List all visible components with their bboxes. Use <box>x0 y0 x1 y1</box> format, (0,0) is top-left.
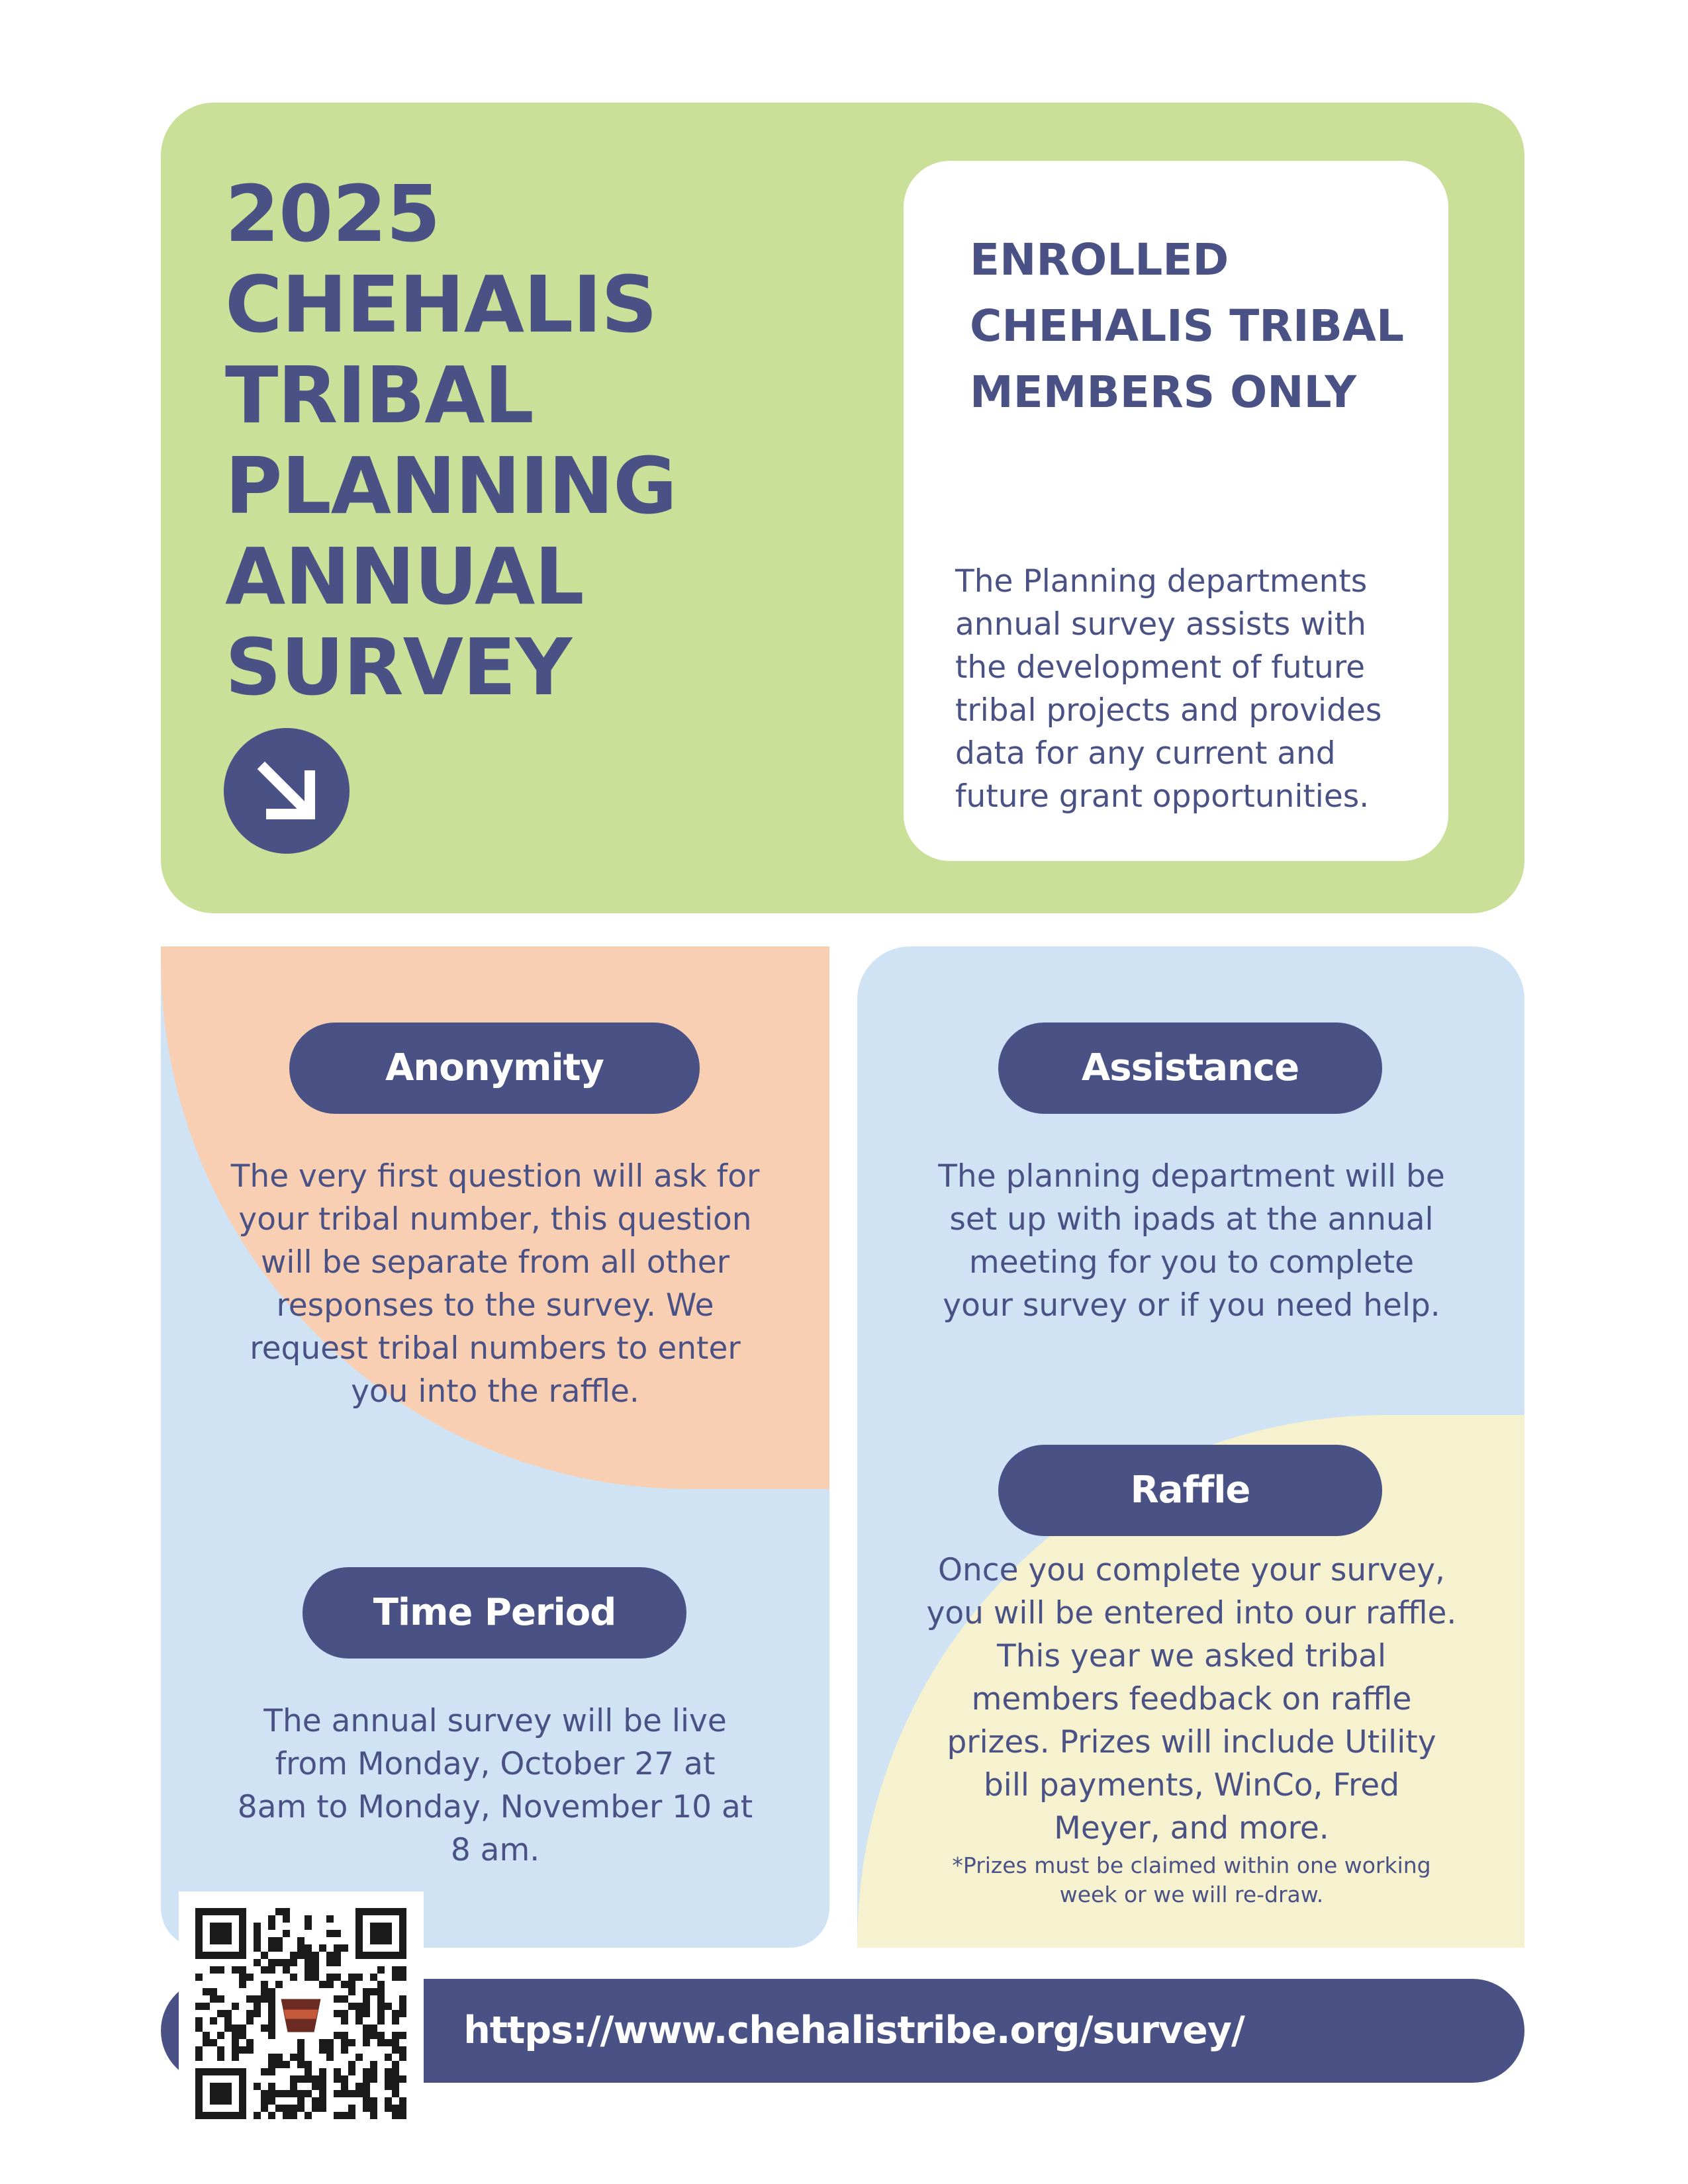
intro-line: annual survey assists with <box>955 606 1366 643</box>
text-line: your survey or if you need help. <box>943 1287 1440 1324</box>
assistance-text <box>897 1155 1486 1327</box>
text-line: 8 am. <box>450 1832 540 1868</box>
text-line: members feedback on raffle <box>971 1681 1412 1717</box>
text-line: request tribal numbers to enter <box>250 1330 741 1367</box>
text-line: The annual survey will be live <box>263 1703 727 1739</box>
text-line: This year we asked tribal <box>996 1638 1387 1674</box>
eligibility-heading <box>970 227 1420 426</box>
title-line: TRIBAL <box>225 349 534 441</box>
text-line: you into the raffle. <box>351 1373 639 1410</box>
raffle-footnote <box>890 1851 1493 1909</box>
title-line: SURVEY <box>225 621 572 713</box>
title-line: ANNUAL <box>225 531 584 622</box>
text-line: meeting for you to complete <box>968 1244 1415 1281</box>
assistance-heading: Assistance <box>998 1023 1382 1114</box>
text-line: 8am to Monday, November 10 at <box>237 1789 753 1825</box>
text-line: responses to the survey. We <box>276 1287 714 1324</box>
text-line: bill payments, WinCo, Fred <box>983 1767 1400 1803</box>
text-line: Once you complete your survey, <box>938 1552 1445 1588</box>
survey-link[interactable]: https://www.chehalistribe.org/survey/ <box>463 2009 1244 2052</box>
text-line: your tribal number, this question <box>238 1201 752 1238</box>
intro-line: future grant opportunities. <box>955 778 1370 815</box>
intro-line: The Planning departments <box>955 563 1368 600</box>
note-line: week or we will re-draw. <box>1059 1882 1324 1907</box>
intro-line: data for any current and <box>955 735 1336 772</box>
title-line: 2025 <box>225 168 440 259</box>
raffle-heading: Raffle <box>998 1445 1382 1536</box>
text-line: set up with ipads at the annual <box>949 1201 1434 1238</box>
eligibility-line: CHEHALIS TRIBAL <box>970 300 1405 351</box>
text-line: prizes. Prizes will include Utility <box>947 1724 1436 1760</box>
text-line: you will be entered into our raffle. <box>926 1595 1457 1631</box>
text-line: will be separate from all other <box>260 1244 730 1281</box>
raffle-text <box>890 1549 1493 1850</box>
anonymity-text <box>207 1155 783 1413</box>
time-period-heading: Time Period <box>303 1567 686 1659</box>
text-line: from Monday, October 27 at <box>275 1746 716 1782</box>
title-line: CHEHALIS <box>225 259 657 350</box>
text-line: Meyer, and more. <box>1054 1810 1329 1846</box>
intro-paragraph <box>955 560 1419 818</box>
text-line: The very first question will ask for <box>230 1158 760 1195</box>
intro-line: the development of future <box>955 649 1366 686</box>
arrow-down-right-icon <box>224 728 350 854</box>
eligibility-line: MEMBERS ONLY <box>970 367 1357 418</box>
text-line: The planning department will be <box>938 1158 1445 1195</box>
eligibility-line: ENROLLED <box>970 234 1229 285</box>
qr-code-icon[interactable] <box>179 1891 424 2136</box>
title-line: PLANNING <box>225 440 677 531</box>
anonymity-heading: Anonymity <box>289 1023 700 1114</box>
intro-line: tribal projects and provides <box>955 692 1382 729</box>
page-title <box>225 169 728 713</box>
note-line: *Prizes must be claimed within one working <box>952 1852 1431 1878</box>
time-period-text <box>207 1700 783 1872</box>
